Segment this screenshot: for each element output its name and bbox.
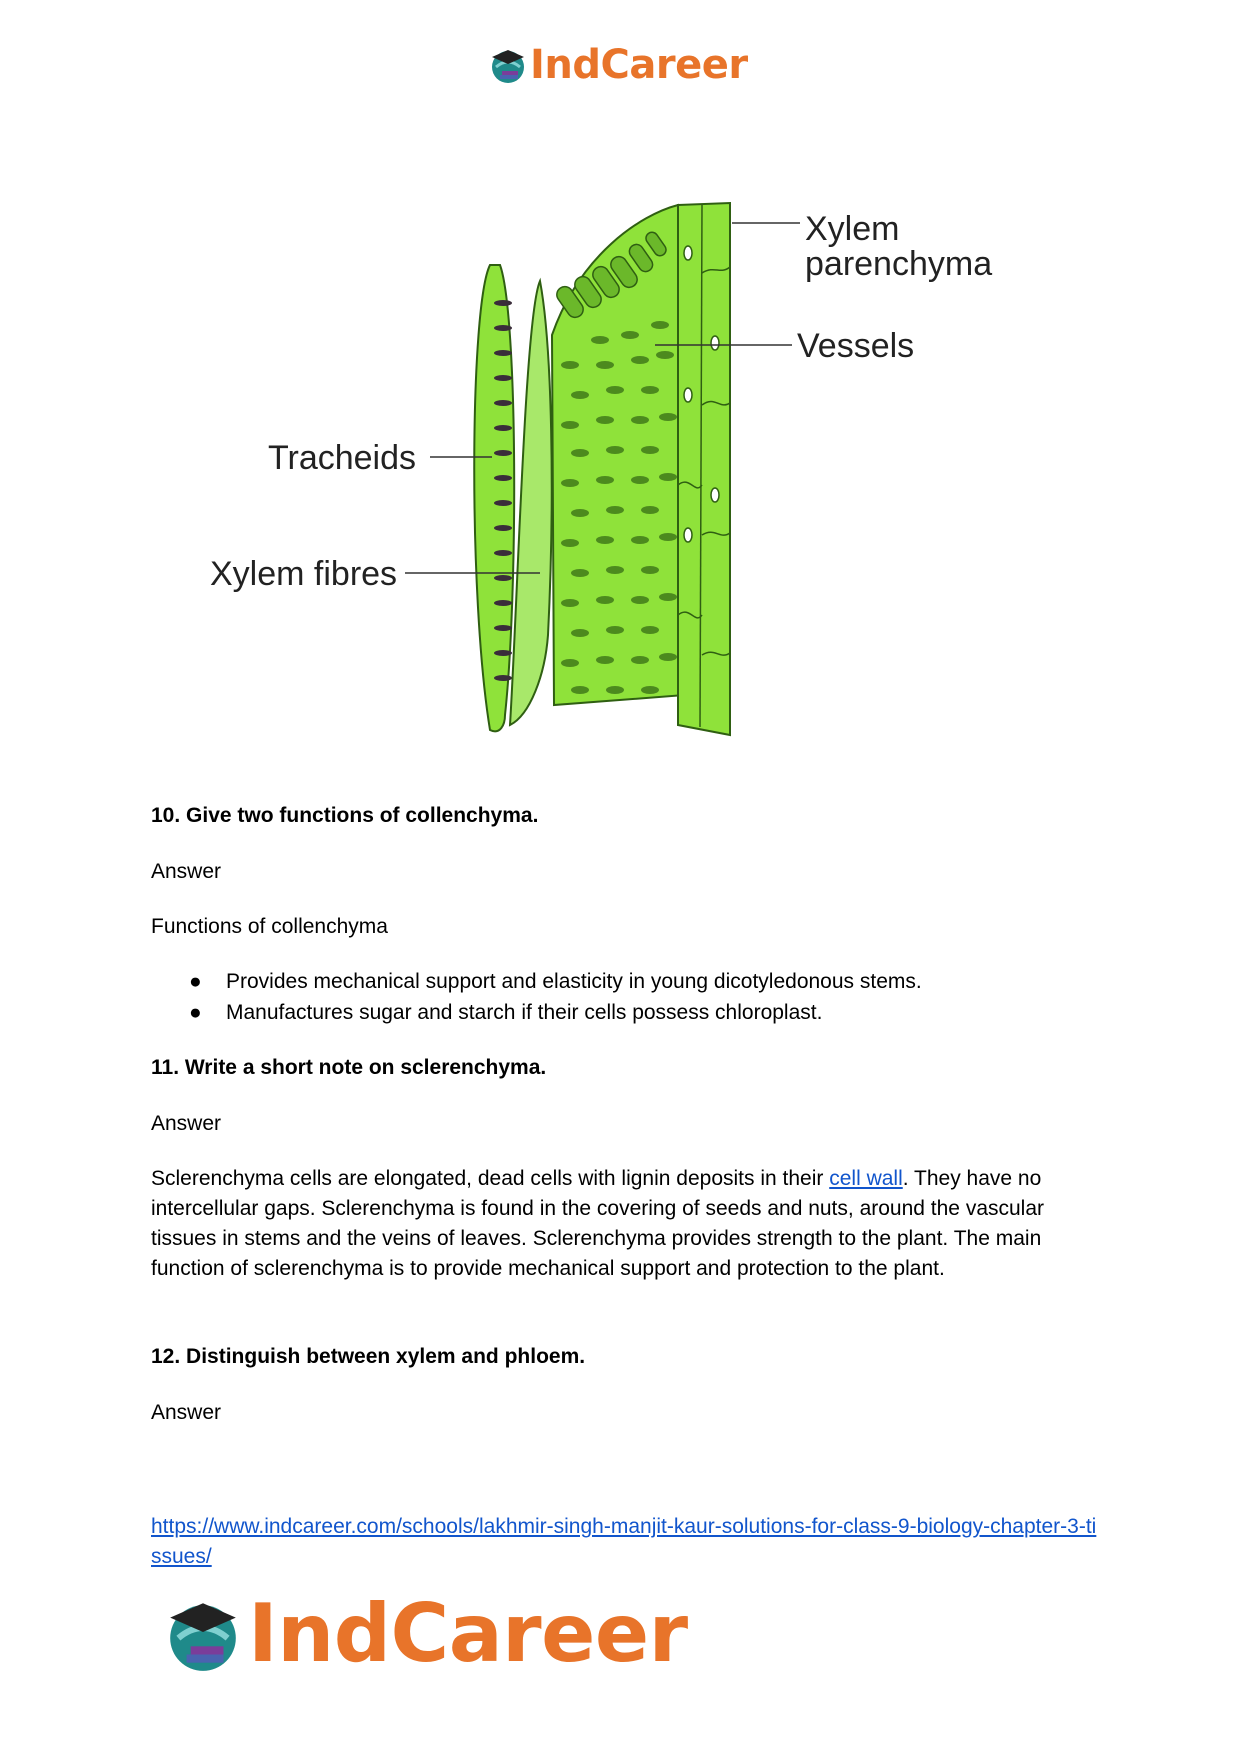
list-item: ● Manufactures sugar and starch if their cells possess chloroplast.: [151, 998, 922, 1029]
graduation-globe-icon: [162, 1593, 244, 1675]
source-url-link[interactable]: https://www.indcareer.com/schools/lakhmir-singh-manjit-kaur-solutions-for-class-9-biology-chapter-3-tissues/: [151, 1515, 1097, 1568]
answer-label-12: Answer: [151, 1401, 222, 1424]
label-tracheids: Tracheids: [268, 439, 417, 477]
footer-logo: [162, 1588, 688, 1680]
question-12: 12. Distinguish between xylem and phloem.: [151, 1345, 586, 1368]
functions-intro: Functions of collenchyma: [151, 915, 388, 938]
answer-label-11: Answer: [151, 1112, 222, 1135]
header-logo: [488, 42, 748, 88]
tracheid-cell: [474, 265, 514, 731]
bullet-icon: ●: [189, 970, 202, 993]
label-xylem-parenchyma-2: parenchyma: [805, 245, 993, 283]
bullet-icon: ●: [189, 1001, 202, 1024]
sclerenchyma-paragraph: Sclerenchyma cells are elongated, dead cells with lignin deposits in their cell wall. They have no intercellular gaps. Sclerenchyma is found in the covering of seeds and nuts, around the vascular tissues in stems and the veins of leaves. Sclerenchyma provides strength to the plant. The main function of sclerenchyma is to provide mechanical support and protection to the plant.: [151, 1167, 1045, 1280]
label-xylem-parenchyma-1: Xylem: [805, 210, 900, 248]
graduation-globe-icon: [488, 45, 528, 85]
logo-text: IndCareer: [248, 1587, 688, 1680]
question-11: 11. Write a short note on sclerenchyma.: [151, 1056, 547, 1079]
question-10: 10. Give two functions of collenchyma.: [151, 804, 539, 827]
source-url: [151, 1512, 1101, 1572]
label-xylem-fibres: Xylem fibres: [210, 555, 398, 593]
cell-wall-link[interactable]: cell wall: [829, 1167, 903, 1190]
logo-text: IndCareer: [530, 42, 748, 88]
xylem-fibre-cell: [510, 281, 552, 725]
answer-label-10: Answer: [151, 860, 222, 883]
functions-list: [151, 967, 922, 1029]
label-vessels: Vessels: [797, 327, 915, 365]
xylem-diagram: [200, 195, 1060, 755]
list-item: ● Provides mechanical support and elasticity in young dicotyledonous stems.: [151, 967, 922, 998]
